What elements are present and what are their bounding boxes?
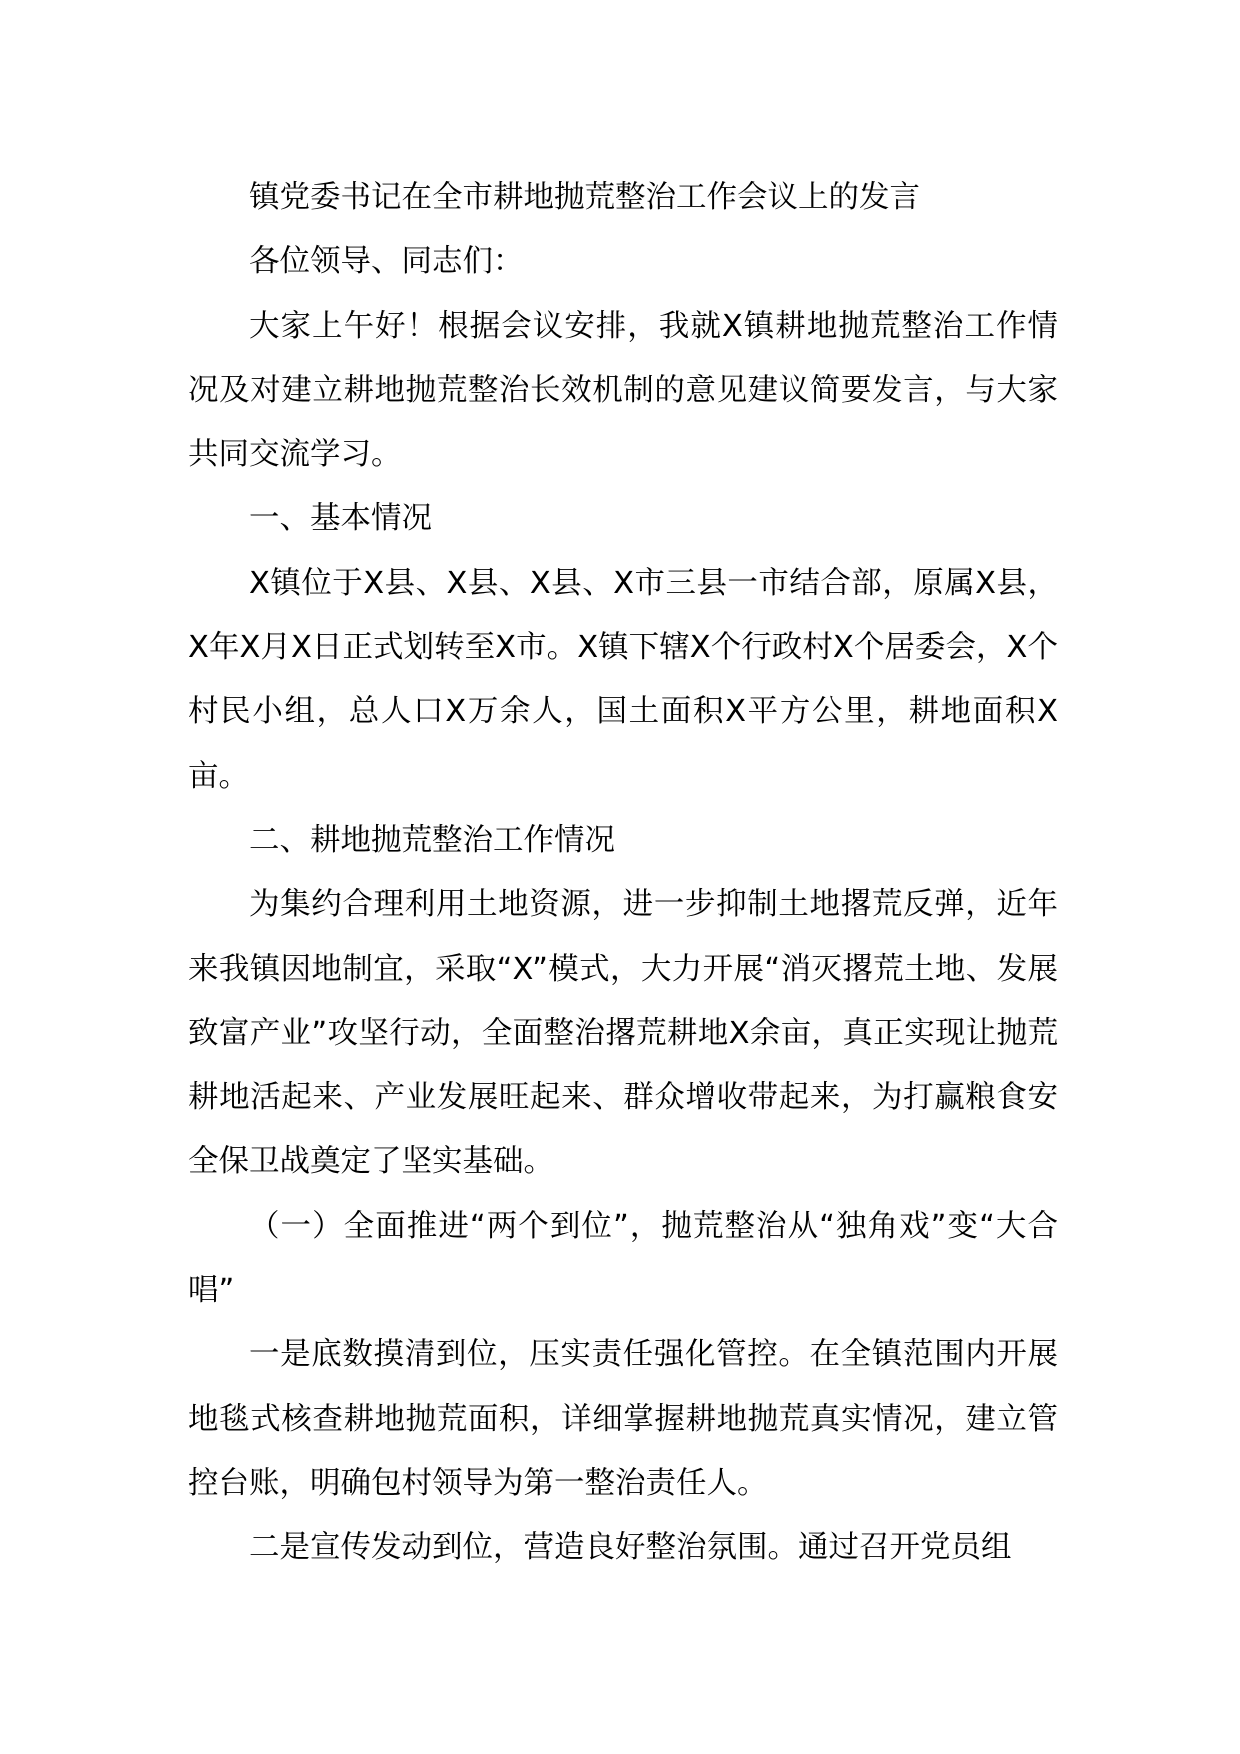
- paragraph-opening: 大家上午好！根据会议安排，我就X镇耕地抛荒整治工作情况及对建立耕地抛荒整治长效机制的意见建议简要发言，与大家共同交流学习。: [188, 308, 1058, 473]
- paragraph-work-situation: 为集约合理利用土地资源，进一步抑制土地撂荒反弹，近年来我镇因地制宜，采取“X”模式，大力开展“消灭撂荒土地、发展致富产业”攻坚行动，全面整治撂荒耕地X余亩，真正实现让抛荒耕地活起来、产业发展旺起来、群众增收带起来，为打赢粮食安全保卫战奠定了坚实基础。: [188, 887, 1058, 1180]
- paragraph-basic-situation: X镇位于X县、X县、X县、X市三县一市结合部，原属X县，X年X月X日正式划转至X市。X镇下辖X个行政村X个居委会，X个村民小组，总人口X万余人，国土面积X平方公里，耕地面积X亩。: [188, 565, 1058, 794]
- document-body: [188, 166, 1058, 1581]
- document-title: 镇党委书记在全市耕地抛荒整治工作会议上的发言: [249, 180, 920, 215]
- heading-basic-situation: 一、基本情况: [249, 501, 432, 537]
- subheading-two-in-place: （一）全面推进“两个到位”，抛荒整治从“独角戏”变“大合唱”: [188, 1208, 1058, 1309]
- paragraph-item-one: 一是底数摸清到位，压实责任强化管控。在全镇范围内开展地毯式核查耕地抛荒面积，详细掌握耕地抛荒真实情况，建立管控台账，明确包村领导为第一整治责任人。: [188, 1337, 1058, 1501]
- heading-work-situation: 二、耕地抛荒整治工作情况: [249, 822, 615, 858]
- paragraph-item-two: 二是宣传发动到位，营造良好整治氛围。通过召开党员组: [249, 1530, 1012, 1566]
- salutation: 各位领导、同志们：: [249, 244, 524, 280]
